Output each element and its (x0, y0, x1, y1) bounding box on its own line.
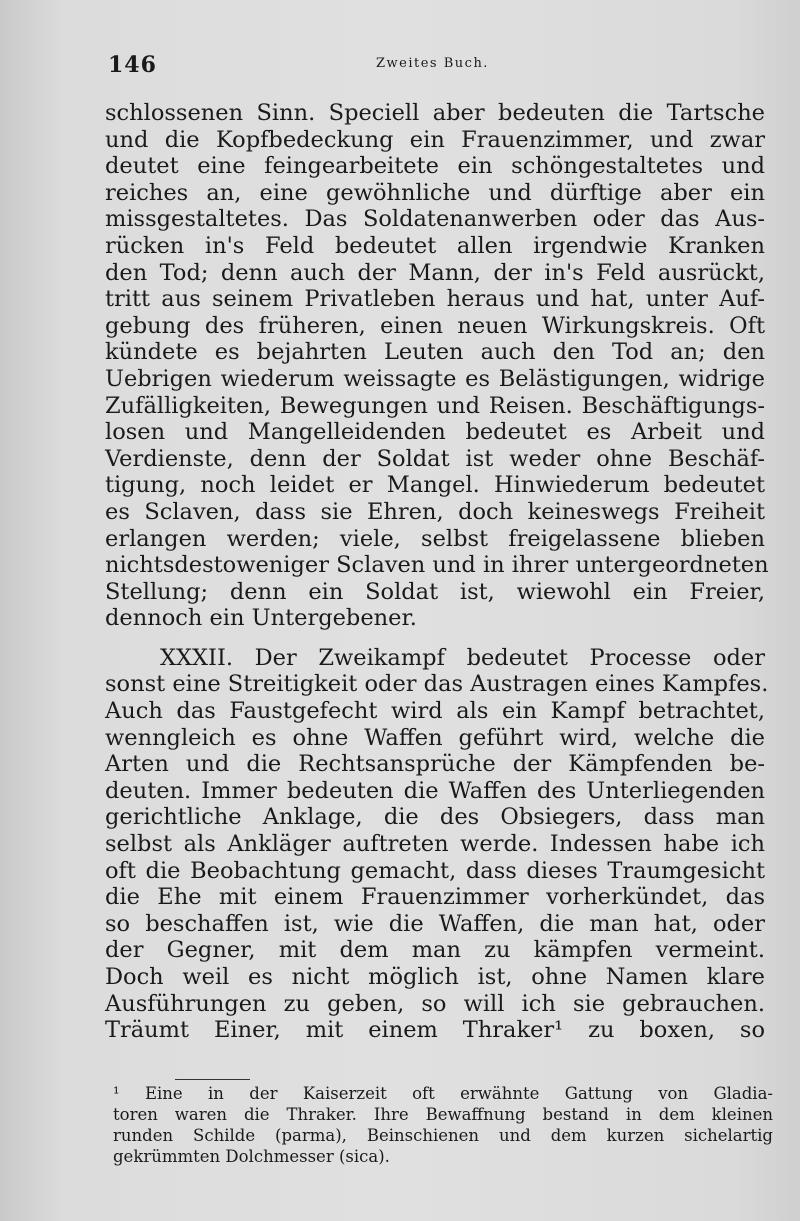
footnotes (113, 1083, 773, 1167)
page-header (108, 52, 698, 82)
text-line: Zufälligkeiten, Bewegungen und Reisen. Beschäftigungs- (105, 392, 765, 419)
text-line: losen und Mangelleidenden bedeutet es Arbeit und (105, 419, 765, 446)
text-line: den Tod; denn auch der Mann, der in's Feld ausrückt, (105, 259, 765, 286)
text-line: schlossenen Sinn. Speciell aber bedeuten die Tartsche (105, 100, 765, 126)
page-number: 146 (108, 52, 157, 78)
text-line: Uebrigen wiederum weissagte es Belästigungen, widrige (105, 365, 765, 392)
footnote-line: runden Schilde (parma), Beinschienen und dem kurzen sichelartig (113, 1126, 773, 1145)
text-line: tritt aus seinem Privatleben heraus und hat, unter Auf- (105, 286, 765, 313)
text-line: rücken in's Feld bedeutet allen irgendwie Kranken (105, 232, 765, 259)
paragraph-spacer (105, 632, 765, 645)
text-line: reiches an, eine gewöhnliche und dürftige aber ein (105, 179, 765, 206)
footnote-rule (175, 1079, 250, 1080)
text-line: tigung, noch leidet er Mangel. Hinwiederum bedeutet (105, 472, 765, 499)
text-line: die Ehe mit einem Frauenzimmer vorherkündet, das (105, 884, 765, 911)
text-line: gerichtliche Anklage, die des Obsiegers, dass man (105, 804, 765, 831)
paragraph-2 (105, 644, 769, 1044)
text-line: deuten. Immer bedeuten die Waffen des Unterliegenden (105, 777, 765, 804)
text-line: und die Kopfbedeckung ein Frauenzimmer, und zwar (105, 126, 765, 153)
text-line: erlangen werden; viele, selbst freigelassene blieben (105, 525, 765, 552)
text-line: es Sclaven, dass sie Ehren, doch keineswegs Freiheit (105, 498, 765, 525)
text-line: Träumt Einer, mit einem Thraker¹ zu boxen, so (105, 1017, 765, 1044)
text-line: dennoch ein Untergebener. (105, 605, 417, 632)
text-line: nichtsdestoweniger Sclaven und in ihrer untergeordneten (105, 552, 769, 579)
text-line: XXXII. Der Zweikampf bedeutet Processe oder (160, 644, 765, 671)
text-line: kündete es bejahrten Leuten auch den Tod an; den (105, 339, 765, 366)
text-line: Doch weil es nicht möglich ist, ohne Namen klare (105, 964, 765, 990)
text-line: wenngleich es ohne Waffen geführt wird, welche die (105, 724, 765, 751)
text-line: oft die Beobachtung gemacht, dass dieses Traumgesicht (105, 857, 765, 884)
text-line: sonst eine Streitigkeit oder das Austragen eines Kampfes. (105, 671, 769, 698)
text-line: Stellung; denn ein Soldat ist, wiewohl ein Freier, (105, 578, 765, 605)
main-text (105, 100, 769, 1044)
running-head: Zweites Buch. (376, 56, 489, 71)
text-line: Verdienste, denn der Soldat ist weder ohne Beschäf- (105, 445, 765, 472)
text-line: missgestaltetes. Das Soldatenanwerben oder das Aus- (105, 206, 765, 233)
text-line: so beschaffen ist, wie die Waffen, die man hat, oder (105, 910, 765, 937)
text-line: deutet eine feingearbeitete ein schöngestaltetes und (105, 153, 765, 180)
text-line: selbst als Ankläger auftreten werde. Indessen habe ich (105, 831, 765, 858)
text-line: Ausführungen zu geben, so will ich sie gebrauchen. (105, 990, 765, 1017)
footnote-line: ¹ Eine in der Kaiserzeit oft erwähnte Gattung von Gladia- (113, 1084, 773, 1103)
paragraph-1 (105, 100, 769, 632)
text-line: Arten und die Rechtsansprüche der Kämpfenden be- (105, 751, 765, 778)
text-line: gebung des früheren, einen neuen Wirkungskreis. Oft (105, 312, 765, 339)
text-line: Auch das Faustgefecht wird als ein Kampf betrachtet, (105, 698, 765, 725)
text-line: der Gegner, mit dem man zu kämpfen vermeint. (105, 937, 765, 964)
footnote-line: toren waren die Thraker. Ihre Bewaffnung bestand in dem kleinen (113, 1105, 773, 1124)
footnote-line: gekrümmten Dolchmesser (sica). (113, 1147, 390, 1166)
